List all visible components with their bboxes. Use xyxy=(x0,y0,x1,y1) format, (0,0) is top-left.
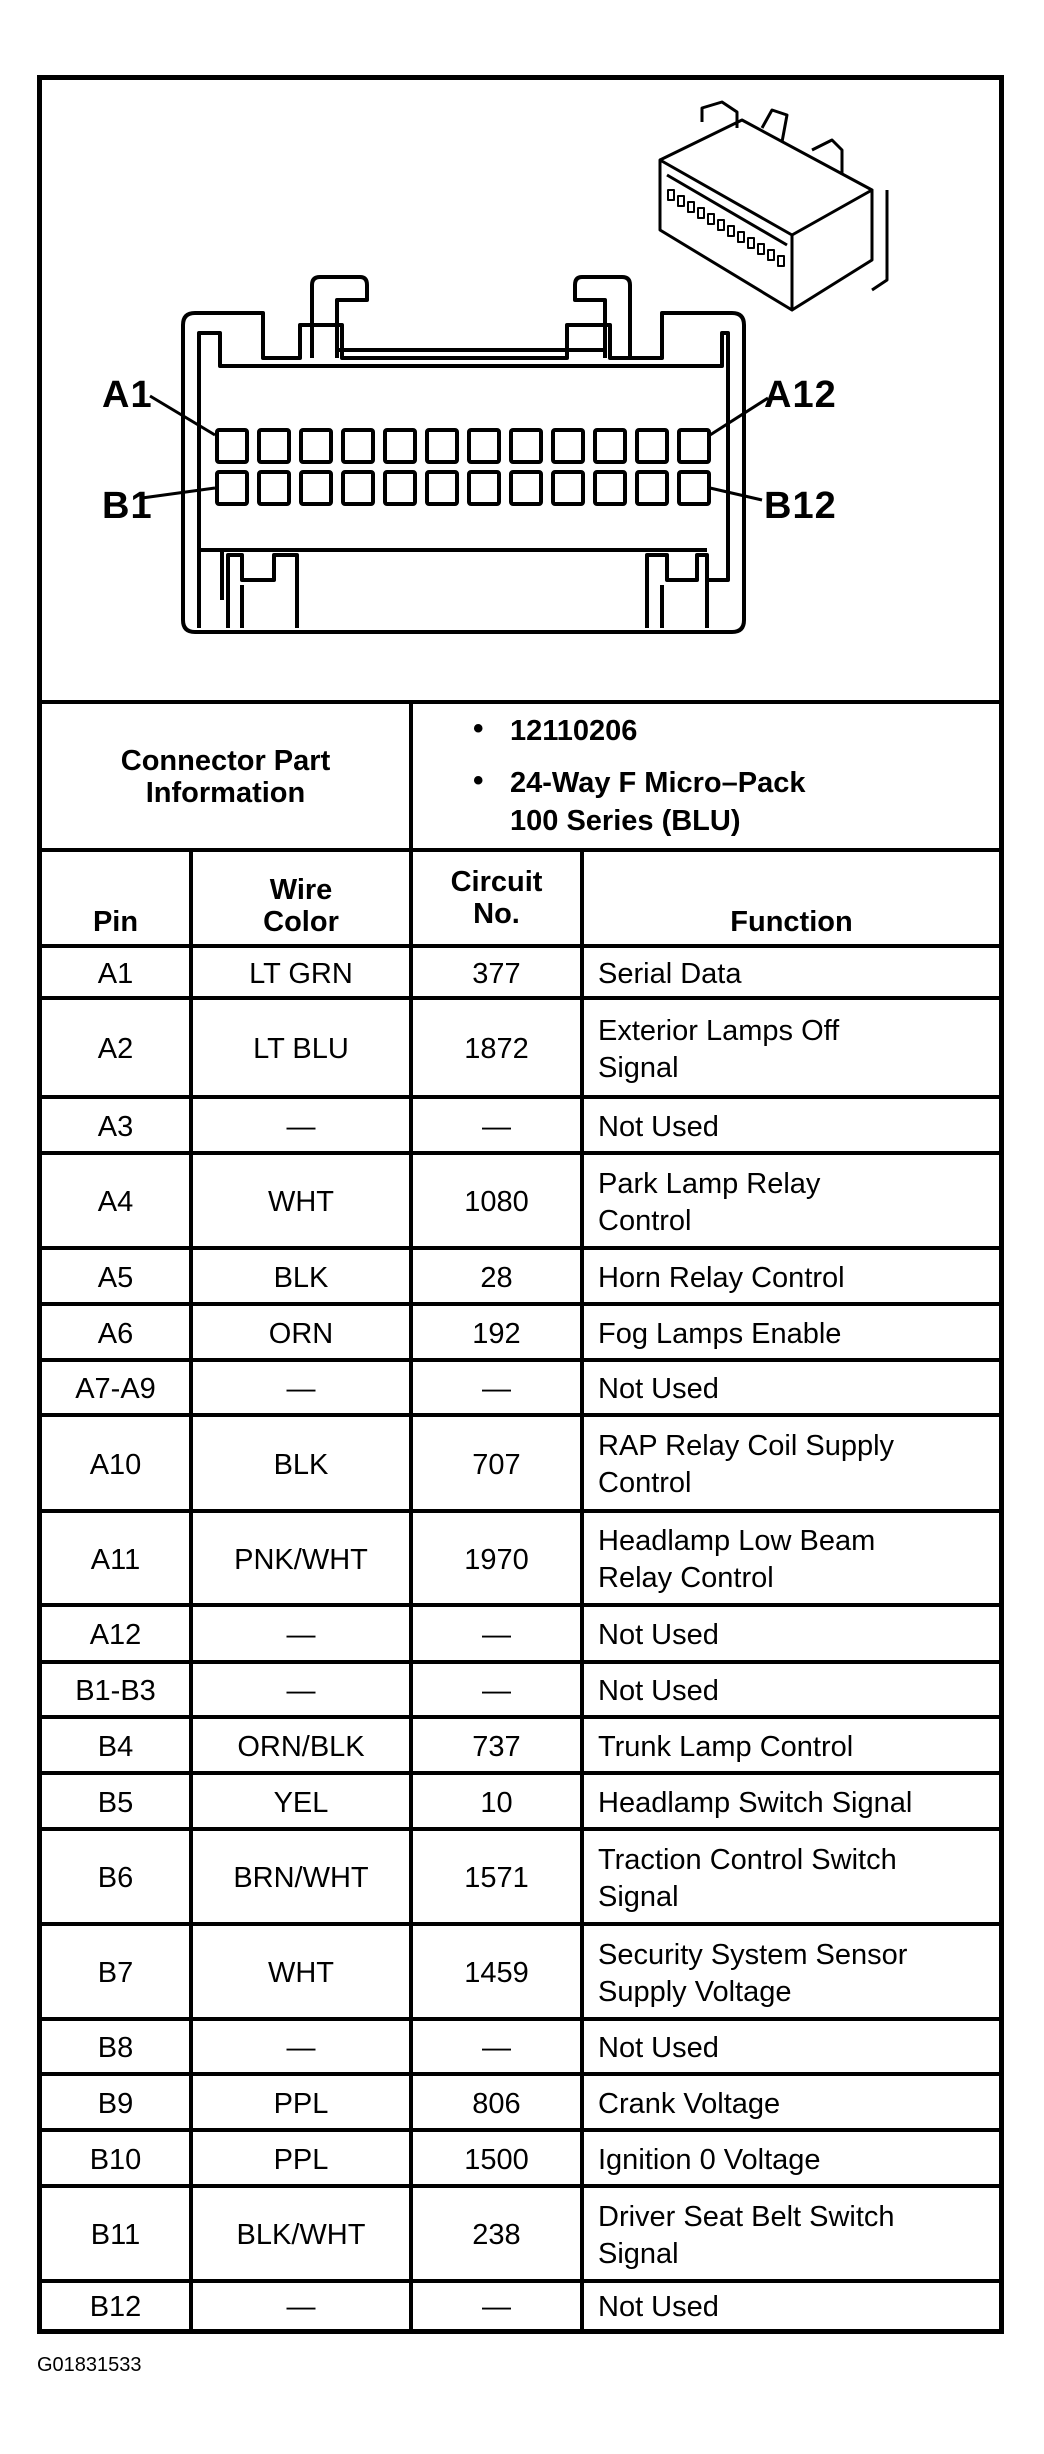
pin-value: A7-A9 xyxy=(75,1373,156,1405)
part-info-label-line1: Connector Part xyxy=(120,745,331,777)
cell-wire-color xyxy=(193,1250,409,1306)
wire-color-value: — xyxy=(286,1675,316,1707)
function-line: Signal xyxy=(598,2237,679,2270)
pin-value: A6 xyxy=(97,1317,134,1350)
wire-color-value: BRN/WHT xyxy=(233,1862,369,1894)
cell-pin xyxy=(42,1155,189,1250)
circuit-value: 192 xyxy=(472,1317,521,1350)
cell-pin xyxy=(42,2132,189,2188)
function-line: Supply Voltage xyxy=(598,1975,792,2008)
pin-value: B8 xyxy=(97,2032,134,2064)
cell-circuit-no xyxy=(413,1607,580,1664)
cell-function xyxy=(584,1607,999,1664)
header-circuit-line2: No. xyxy=(473,898,520,930)
connector-diagram xyxy=(42,80,999,703)
pin-value: B5 xyxy=(97,1786,134,1819)
cell-circuit-no xyxy=(413,1099,580,1155)
pin-value: A10 xyxy=(89,1448,142,1481)
cell-circuit-no xyxy=(413,2283,580,2331)
pin-label-a1: A1 xyxy=(102,374,153,416)
cell-function xyxy=(584,2132,999,2188)
wire-color-value: — xyxy=(286,2290,316,2323)
header-pin xyxy=(42,850,189,946)
circuit-value: 1459 xyxy=(464,1957,529,1989)
wire-color-value: ORN/BLK xyxy=(237,1730,365,1763)
pin-value: B4 xyxy=(97,1730,134,1763)
function-line: Ignition 0 Voltage xyxy=(598,2143,821,2176)
cell-function xyxy=(584,2283,999,2331)
circuit-value: 377 xyxy=(472,957,521,990)
header-circuit-line1: Circuit xyxy=(450,866,543,898)
cell-circuit-no xyxy=(413,1664,580,1719)
cell-wire-color xyxy=(193,1099,409,1155)
circuit-value: 1080 xyxy=(464,1186,529,1218)
function-line: Horn Relay Control xyxy=(598,1261,845,1294)
cell-pin xyxy=(42,1607,189,1664)
pin-value: A11 xyxy=(90,1543,141,1576)
cell-wire-color xyxy=(193,1306,409,1362)
function-line: Fog Lamps Enable xyxy=(598,1317,842,1350)
cell-wire-color xyxy=(193,2188,409,2283)
cell-function xyxy=(584,1775,999,1831)
part-info-label-line2: Information xyxy=(145,777,306,809)
pin-value: B6 xyxy=(97,1862,134,1894)
cell-circuit-no xyxy=(413,1362,580,1417)
pin-value: A2 xyxy=(97,1033,134,1065)
header-function-label: Function xyxy=(730,906,853,938)
cell-function xyxy=(584,1155,999,1250)
header-circuit-no xyxy=(413,850,580,946)
bullet-icon: • xyxy=(473,712,484,745)
pin-value: A3 xyxy=(97,1110,134,1143)
cell-wire-color xyxy=(193,1775,409,1831)
cell-pin xyxy=(42,1719,189,1775)
circuit-value: 707 xyxy=(472,1448,521,1481)
pin-value: B11 xyxy=(90,2219,141,2251)
circuit-value: — xyxy=(482,1619,511,1651)
cell-pin xyxy=(42,1306,189,1362)
header-wire-color xyxy=(193,850,409,946)
header-pin-label: Pin xyxy=(92,906,139,938)
cell-pin xyxy=(42,1513,189,1607)
pin-value: B9 xyxy=(97,2087,134,2120)
cell-pin xyxy=(42,2076,189,2132)
cell-circuit-no xyxy=(413,2021,580,2076)
circuit-value: — xyxy=(482,1675,511,1707)
pin-label-a12: A12 xyxy=(764,374,837,416)
cell-function xyxy=(584,1099,999,1155)
cell-wire-color xyxy=(193,2021,409,2076)
cell-pin xyxy=(42,2188,189,2283)
function-line: Traction Control Switch xyxy=(598,1843,897,1876)
function-line: Exterior Lamps Off xyxy=(598,1014,840,1047)
circuit-value: 28 xyxy=(480,1261,513,1294)
cell-function xyxy=(584,1926,999,2021)
function-line: Headlamp Switch Signal xyxy=(598,1786,913,1819)
cell-pin xyxy=(42,1926,189,2021)
wire-color-value: — xyxy=(286,1619,316,1651)
wire-color-value: PPL xyxy=(273,2087,329,2120)
cell-circuit-no xyxy=(413,2188,580,2283)
cell-circuit-no xyxy=(413,1306,580,1362)
wire-color-value: WHT xyxy=(267,1957,335,1989)
pin-value: B1-B3 xyxy=(75,1675,156,1707)
cell-circuit-no xyxy=(413,1719,580,1775)
cell-circuit-no xyxy=(413,1155,580,1250)
cell-function xyxy=(584,948,999,1000)
wire-color-value: WHT xyxy=(267,1186,335,1218)
circuit-value: — xyxy=(482,2290,511,2323)
wire-color-value: — xyxy=(286,1373,316,1405)
cell-pin xyxy=(42,1099,189,1155)
cell-circuit-no xyxy=(413,1250,580,1306)
cell-function xyxy=(584,1306,999,1362)
connector-sheet-frame xyxy=(37,75,1004,2334)
circuit-value: 1500 xyxy=(464,2143,529,2176)
wire-color-value: LT BLU xyxy=(253,1033,349,1065)
wire-color-value: BLK xyxy=(273,1261,329,1294)
cell-circuit-no xyxy=(413,1831,580,1926)
connector-part-info-label xyxy=(42,704,409,850)
cell-pin xyxy=(42,2283,189,2331)
circuit-value: — xyxy=(482,1110,511,1143)
cell-circuit-no xyxy=(413,1513,580,1607)
wire-color-value: LT GRN xyxy=(249,957,353,990)
connector-description: 24-Way F Micro–Pack xyxy=(510,767,806,799)
pin-label-b12: B12 xyxy=(764,485,837,527)
header-function xyxy=(584,850,999,946)
function-line: Driver Seat Belt Switch xyxy=(598,2200,895,2233)
cell-wire-color xyxy=(193,1664,409,1719)
function-line: Not Used xyxy=(598,1619,719,1651)
cell-pin xyxy=(42,1775,189,1831)
cell-wire-color xyxy=(193,2132,409,2188)
circuit-value: 1571 xyxy=(464,1862,529,1894)
circuit-value: 806 xyxy=(472,2087,521,2120)
function-line: Signal xyxy=(598,1051,679,1084)
cell-wire-color xyxy=(193,948,409,1000)
cell-function xyxy=(584,1719,999,1775)
cell-function xyxy=(584,1513,999,1607)
cell-pin xyxy=(42,1417,189,1513)
wire-color-value: PNK/WHT xyxy=(234,1543,368,1576)
cell-wire-color xyxy=(193,1719,409,1775)
cell-function xyxy=(584,2076,999,2132)
wire-color-value: — xyxy=(286,2032,316,2064)
function-line: Trunk Lamp Control xyxy=(598,1730,854,1763)
header-wire-line2: Color xyxy=(263,906,339,938)
function-line: Control xyxy=(598,1204,692,1237)
cell-circuit-no xyxy=(413,1775,580,1831)
cell-pin xyxy=(42,1664,189,1719)
cell-function xyxy=(584,1831,999,1926)
wire-color-value: YEL xyxy=(273,1786,329,1819)
circuit-value: 1970 xyxy=(464,1543,529,1576)
function-line: Not Used xyxy=(598,2290,719,2323)
wire-color-value: BLK/WHT xyxy=(236,2219,366,2251)
cell-wire-color xyxy=(193,1926,409,2021)
part-number: 12110206 xyxy=(510,715,638,747)
cell-function xyxy=(584,2188,999,2283)
cell-circuit-no xyxy=(413,1417,580,1513)
cell-function xyxy=(584,1362,999,1417)
cell-wire-color xyxy=(193,1417,409,1513)
function-line: Park Lamp Relay xyxy=(598,1167,821,1200)
circuit-value: 10 xyxy=(480,1786,513,1819)
function-line: Control xyxy=(598,1467,692,1499)
cell-pin xyxy=(42,2021,189,2076)
wire-color-value: — xyxy=(286,1110,316,1143)
figure-id: G01831533 xyxy=(37,2354,142,2376)
cell-pin xyxy=(42,1000,189,1099)
connector-face-drawing xyxy=(42,80,999,700)
connector-series: 100 Series (BLU) xyxy=(510,805,741,837)
cell-pin xyxy=(42,1362,189,1417)
bullet-icon: • xyxy=(473,764,484,797)
circuit-value: — xyxy=(482,1373,511,1405)
cell-pin xyxy=(42,1831,189,1926)
wire-color-value: ORN xyxy=(268,1317,334,1350)
cell-circuit-no xyxy=(413,2132,580,2188)
wire-color-value: PPL xyxy=(273,2143,329,2176)
function-line: Relay Control xyxy=(598,1562,774,1594)
wire-color-value: BLK xyxy=(273,1448,329,1481)
cell-circuit-no xyxy=(413,1000,580,1099)
pin-value: A5 xyxy=(97,1261,134,1294)
circuit-value: 1872 xyxy=(464,1033,529,1065)
cell-function xyxy=(584,1664,999,1719)
cell-wire-color xyxy=(193,1513,409,1607)
function-line: Not Used xyxy=(598,2032,719,2064)
pin-value: A12 xyxy=(89,1619,142,1651)
function-line: Crank Voltage xyxy=(598,2087,781,2120)
cell-wire-color xyxy=(193,1155,409,1250)
function-line: Not Used xyxy=(598,1675,719,1707)
function-line: Signal xyxy=(598,1880,679,1913)
circuit-value: — xyxy=(482,2032,511,2064)
pin-value: A1 xyxy=(97,957,134,990)
cell-circuit-no xyxy=(413,1926,580,2021)
cell-function xyxy=(584,2021,999,2076)
cell-circuit-no xyxy=(413,2076,580,2132)
pin-cavities xyxy=(217,430,709,504)
pin-value: B12 xyxy=(89,2290,142,2323)
cell-function xyxy=(584,1000,999,1099)
function-line: RAP Relay Coil Supply xyxy=(598,1430,895,1462)
cell-function xyxy=(584,1417,999,1513)
isometric-connector-icon xyxy=(660,102,887,310)
function-line: Security System Sensor xyxy=(598,1938,908,1971)
cell-circuit-no xyxy=(413,948,580,1000)
cell-wire-color xyxy=(193,1000,409,1099)
pin-label-b1: B1 xyxy=(102,485,153,527)
function-line: Serial Data xyxy=(598,957,742,990)
cell-pin xyxy=(42,948,189,1000)
pin-value: B10 xyxy=(89,2143,142,2176)
function-line: Not Used xyxy=(598,1110,719,1143)
divider xyxy=(409,702,413,850)
cell-wire-color xyxy=(193,2283,409,2331)
pin-value: B7 xyxy=(97,1957,134,1989)
pin-value: A4 xyxy=(97,1186,134,1218)
circuit-value: 238 xyxy=(472,2219,521,2251)
cell-pin xyxy=(42,1250,189,1306)
cell-wire-color xyxy=(193,1362,409,1417)
header-wire-line1: Wire xyxy=(269,874,333,906)
function-line: Not Used xyxy=(598,1373,719,1405)
cell-wire-color xyxy=(193,1607,409,1664)
cell-function xyxy=(584,1250,999,1306)
circuit-value: 737 xyxy=(472,1730,521,1763)
cell-wire-color xyxy=(193,1831,409,1926)
cell-wire-color xyxy=(193,2076,409,2132)
function-line: Headlamp Low Beam xyxy=(598,1525,876,1557)
